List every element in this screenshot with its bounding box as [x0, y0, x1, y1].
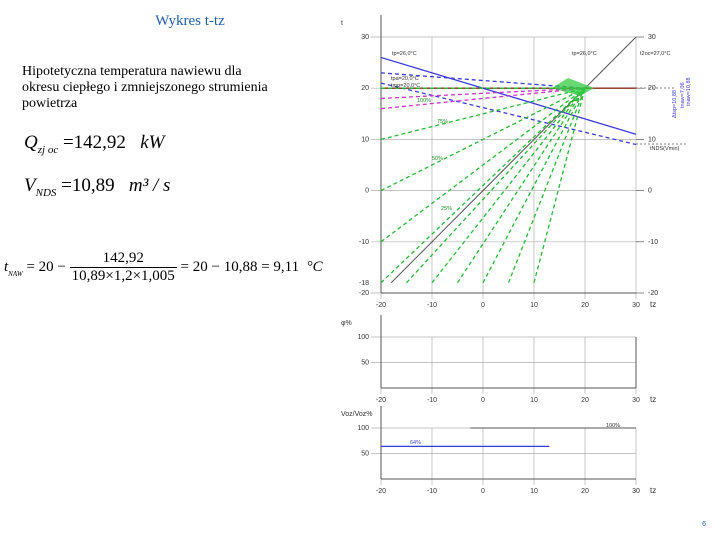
x-tick-label: -20 [375, 302, 387, 309]
y-tick-label: 0 [365, 187, 369, 195]
right-tick-label: -20 [648, 290, 659, 297]
formula-t-lhs: = 20 − [26, 258, 66, 275]
right-tick-label: 30 [648, 34, 656, 41]
series-line [458, 88, 586, 283]
formula-t-subscript: NAW [8, 269, 23, 278]
chart-annotation: tp=26,0°C [572, 51, 597, 57]
chart-annotation: tpa=20,0°C [391, 76, 419, 82]
x-tick-label: 20 [581, 397, 589, 404]
formula-q-unit: kW [140, 132, 165, 153]
y-tick-label: 100 [357, 334, 369, 341]
x-tick-label: 30 [632, 302, 640, 309]
x-tick-label: 10 [530, 488, 538, 495]
chart-annotation: 64% [410, 440, 422, 446]
x-axis-label: tz [650, 395, 657, 404]
y-tick-label: -10 [358, 238, 369, 246]
y-axis-label: φ% [341, 320, 352, 327]
chart-annotation: t2oc=27,0°C [640, 51, 671, 57]
chart-annotation: 25% [441, 206, 453, 212]
y-tick-label: 30 [361, 34, 369, 41]
y-tick-label: 50 [361, 359, 369, 367]
chart-annotation: tnaw=7,06 [680, 82, 686, 108]
x-tick-label: -10 [426, 397, 438, 404]
formula-t-numerator: 142,92 [70, 250, 177, 268]
series-line [534, 88, 585, 283]
y-tick-label: 50 [361, 450, 369, 458]
y-tick-label: -20 [358, 290, 369, 297]
chart-annotation: 100% [606, 423, 621, 429]
x-tick-label: 0 [481, 488, 485, 495]
formula-t-unit: °C [306, 258, 323, 275]
x-tick-label: 0 [481, 397, 485, 404]
x-tick-label: 10 [530, 302, 538, 309]
formula-v-value: =10,89 [61, 175, 115, 196]
chart-annotation: 100% [417, 98, 432, 104]
chart-annotation: tNDS(Vmin) [650, 146, 680, 152]
right-tick-label: 20 [648, 85, 656, 93]
y-tick-label: -18 [358, 279, 369, 287]
formula-q-subscript: zj oc [37, 144, 59, 156]
x-tick-label: 10 [530, 397, 538, 404]
y-tick-label: 10 [361, 136, 369, 144]
formula-t-symbol: t [4, 258, 9, 275]
chart-annotation: 75% [437, 119, 449, 125]
x-tick-label: -10 [426, 488, 438, 495]
y-axis-label: t [341, 20, 343, 27]
right-tick-label: 0 [648, 187, 652, 195]
chart-annotation: tp=26,0°C [392, 51, 417, 57]
y-tick-label: 100 [357, 425, 369, 432]
x-tick-label: -10 [426, 302, 438, 309]
y-axis-label: Voz/Voz% [341, 411, 373, 418]
x-tick-label: 20 [581, 302, 589, 309]
x-tick-label: -20 [375, 397, 387, 404]
x-tick-label: 20 [581, 488, 589, 495]
formula-t-denominator: 10,89×1,2×1,005 [71, 268, 175, 284]
formula-v-unit: m³ / s [128, 175, 171, 196]
series-line [407, 88, 586, 283]
y-tick-label: 20 [361, 85, 369, 93]
page-number: 6 [702, 521, 706, 528]
right-tick-label: 10 [648, 136, 656, 144]
formula-q-value: =142,92 [62, 132, 126, 153]
chart-annotation: tmp=20,0°C [391, 83, 421, 89]
series-line [509, 88, 586, 283]
formula-v-subscript: NDS [35, 187, 57, 199]
formula-v-symbol: V [24, 175, 36, 196]
x-tick-label: 30 [632, 397, 640, 404]
x-axis-label: tz [650, 486, 657, 495]
slide-title: Wykres t-tz [155, 13, 225, 29]
series-line [391, 37, 636, 283]
convergence-zone [552, 78, 594, 96]
x-tick-label: -20 [375, 488, 387, 495]
chart-annotation: Δtsp=10,88 [672, 90, 678, 118]
formula-t-rhs: = 20 − 10,88 = 9,11 [180, 258, 300, 275]
slide-description: Hipotetyczna temperatura nawiewu dla okresu ciepłego i zmniejszonego strumienia powietrza [22, 64, 268, 111]
x-tick-label: 30 [632, 488, 640, 495]
formula-q-symbol: Q [24, 132, 38, 153]
x-axis-label: tz [650, 300, 657, 309]
x-tick-label: 0 [481, 302, 485, 309]
right-tick-label: -10 [648, 238, 659, 246]
chart-annotation: tnaw=10,88 [686, 77, 692, 106]
chart-annotation: 50% [432, 156, 444, 162]
